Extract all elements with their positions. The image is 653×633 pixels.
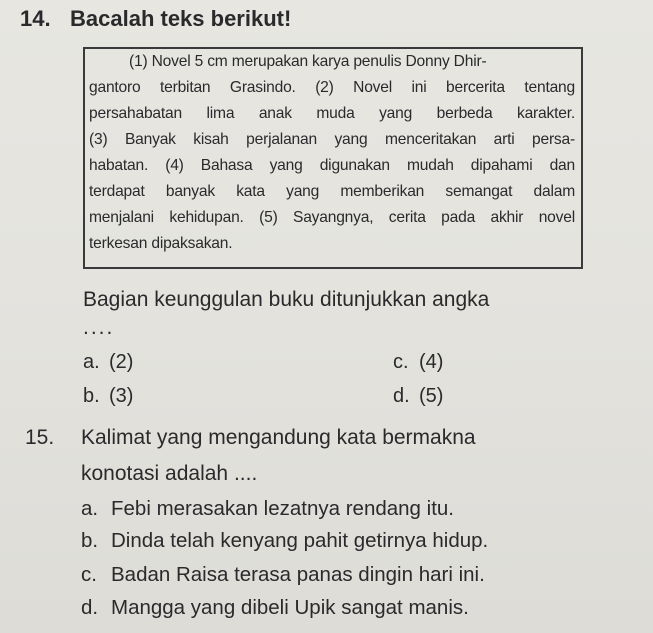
option-text: Febi merasakan lezatnya rendang itu.: [111, 497, 455, 520]
option-b[interactable]: [81, 529, 488, 553]
passage-line: gantoro terbitan Grasindo. (2) Novel ini bercerita tentang: [89, 79, 575, 96]
option-text: (5): [419, 385, 444, 407]
option-letter: d.: [81, 596, 99, 619]
passage-line: terdapat banyak kata yang memberikan semangat dalam: [89, 183, 575, 200]
option-a[interactable]: [81, 497, 454, 521]
question-15-prompt-line2: konotasi adalah ....: [81, 462, 258, 485]
option-c[interactable]: [393, 351, 443, 374]
question-number: 14.: [20, 6, 51, 31]
option-letter: a.: [81, 497, 99, 520]
passage-line: persahabatan lima anak muda yang berbeda karakter.: [89, 105, 575, 122]
option-b[interactable]: [83, 385, 133, 408]
option-letter: a.: [83, 351, 100, 373]
question-14-header: [20, 6, 291, 32]
passage-line: (1) Novel 5 cm merupakan karya penulis Donny Dhir-: [129, 53, 487, 70]
option-text: (4): [419, 351, 444, 373]
option-letter: b.: [81, 529, 99, 552]
option-text: Badan Raisa terasa panas dingin hari ini.: [111, 563, 485, 586]
passage-line: (3) Banyak kisah perjalanan yang menceritakan arti persa-: [89, 131, 575, 148]
passage-box: [83, 47, 583, 269]
question-15-prompt: Kalimat yang mengandung kata bermakna: [81, 426, 476, 449]
question-15-header: [25, 426, 476, 450]
option-letter: c.: [81, 563, 97, 586]
passage-line: terkesan dipaksakan.: [89, 235, 233, 252]
option-text: Mangga yang dibeli Upik sangat manis.: [111, 596, 469, 619]
option-text: (2): [109, 351, 134, 373]
question-14-ellipsis: ....: [83, 316, 115, 339]
option-letter: d.: [393, 385, 410, 407]
passage-line: menjalani kehidupan. (5) Sayangnya, cerita pada akhir novel: [89, 209, 575, 226]
option-text: (3): [109, 385, 134, 407]
option-a[interactable]: [83, 351, 133, 374]
option-d[interactable]: [393, 385, 443, 408]
option-letter: c.: [393, 351, 409, 373]
option-text: Dinda telah kenyang pahit getirnya hidup.: [111, 529, 489, 552]
option-c[interactable]: [81, 563, 485, 587]
option-letter: b.: [83, 385, 100, 407]
passage-line: habatan. (4) Bahasa yang digunakan mudah dipahami dan: [89, 157, 575, 174]
option-d[interactable]: [81, 596, 469, 620]
question-number: 15.: [25, 426, 55, 449]
question-14-prompt: Bagian keunggulan buku ditunjukkan angka: [83, 288, 490, 311]
question-instruction: Bacalah teks berikut!: [70, 6, 292, 31]
